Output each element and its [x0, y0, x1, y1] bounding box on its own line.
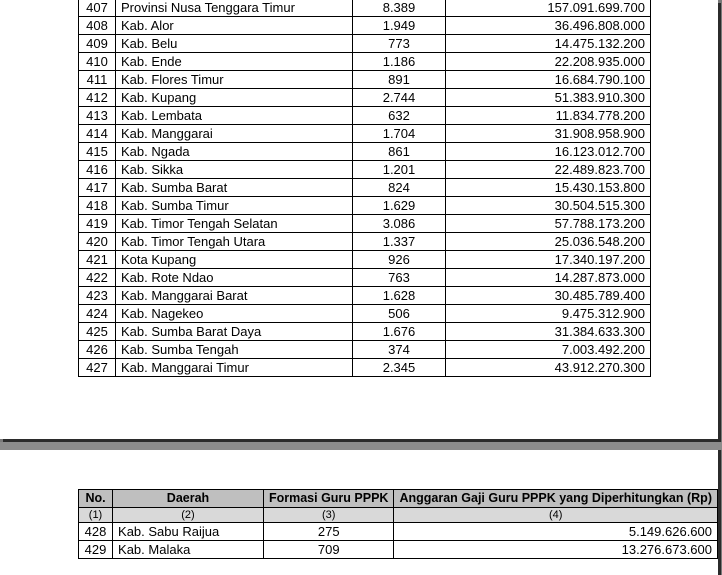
table-row [79, 35, 651, 53]
document-page-bottom [0, 450, 718, 575]
cell-formasi: 773 [353, 35, 446, 53]
allocation-table-bottom [78, 489, 718, 559]
cell-daerah: Kab. Sumba Tengah [116, 341, 353, 359]
cell-no: 421 [79, 251, 116, 269]
cell-daerah: Kab. Sumba Barat Daya [116, 323, 353, 341]
header-anggaran: Anggaran Gaji Guru PPPK yang Diperhitungkan (Rp) [394, 490, 718, 508]
cell-anggaran: 22.489.823.700 [446, 161, 651, 179]
cell-daerah: Kab. Sabu Raijua [113, 523, 264, 541]
cell-formasi: 1.628 [353, 287, 446, 305]
table-header [79, 490, 718, 523]
header-formasi: Formasi Guru PPPK [263, 490, 393, 508]
cell-anggaran: 14.475.132.200 [446, 35, 651, 53]
cell-anggaran: 17.340.197.200 [446, 251, 651, 269]
cell-no: 419 [79, 215, 116, 233]
cell-no: 412 [79, 89, 116, 107]
table-row [79, 0, 651, 17]
table-row [79, 53, 651, 71]
cell-anggaran: 15.430.153.800 [446, 179, 651, 197]
cell-anggaran: 14.287.873.000 [446, 269, 651, 287]
cell-formasi: 374 [353, 341, 446, 359]
table-row [79, 89, 651, 107]
cell-anggaran: 30.485.789.400 [446, 287, 651, 305]
cell-daerah: Kab. Sumba Timur [116, 197, 353, 215]
cell-daerah: Kab. Timor Tengah Selatan [116, 215, 353, 233]
cell-anggaran: 5.149.626.600 [394, 523, 718, 541]
page-separator [0, 442, 722, 450]
table-row [79, 233, 651, 251]
table-row [79, 541, 718, 559]
cell-formasi: 1.337 [353, 233, 446, 251]
cell-anggaran: 25.036.548.200 [446, 233, 651, 251]
cell-no: 426 [79, 341, 116, 359]
cell-no: 418 [79, 197, 116, 215]
table-row [79, 359, 651, 377]
cell-daerah: Kab. Malaka [113, 541, 264, 559]
cell-no: 414 [79, 125, 116, 143]
table-row [79, 143, 651, 161]
header-row [79, 490, 718, 508]
cell-daerah: Kab. Sumba Barat [116, 179, 353, 197]
cell-formasi: 2.744 [353, 89, 446, 107]
cell-daerah: Kab. Manggarai Barat [116, 287, 353, 305]
cell-daerah: Kab. Alor [116, 17, 353, 35]
cell-daerah: Kab. Rote Ndao [116, 269, 353, 287]
table-body [79, 0, 651, 377]
cell-no: 408 [79, 17, 116, 35]
cell-daerah: Kab. Belu [116, 35, 353, 53]
cell-formasi: 8.389 [353, 0, 446, 17]
column-index: (2) [113, 508, 264, 523]
column-index: (1) [79, 508, 113, 523]
cell-formasi: 891 [353, 71, 446, 89]
table-row [79, 197, 651, 215]
cell-no: 423 [79, 287, 116, 305]
cell-formasi: 506 [353, 305, 446, 323]
table-body [79, 523, 718, 559]
cell-formasi: 1.629 [353, 197, 446, 215]
table-row [79, 305, 651, 323]
cell-anggaran: 11.834.778.200 [446, 107, 651, 125]
table-row [79, 179, 651, 197]
cell-no: 422 [79, 269, 116, 287]
cell-daerah: Kab. Lembata [116, 107, 353, 125]
cell-daerah: Kab. Ende [116, 53, 353, 71]
table-row [79, 125, 651, 143]
table-row [79, 523, 718, 541]
cell-formasi: 926 [353, 251, 446, 269]
table-row [79, 17, 651, 35]
cell-no: 416 [79, 161, 116, 179]
cell-formasi: 709 [263, 541, 393, 559]
cell-no: 417 [79, 179, 116, 197]
cell-no: 428 [79, 523, 113, 541]
cell-anggaran: 36.496.808.000 [446, 17, 651, 35]
table-row [79, 251, 651, 269]
cell-formasi: 2.345 [353, 359, 446, 377]
cell-daerah: Kab. Sikka [116, 161, 353, 179]
table-row [79, 341, 651, 359]
cell-no: 410 [79, 53, 116, 71]
cell-daerah: Kab. Manggarai Timur [116, 359, 353, 377]
column-index-row [79, 508, 718, 523]
cell-formasi: 1.676 [353, 323, 446, 341]
cell-no: 425 [79, 323, 116, 341]
cell-no: 424 [79, 305, 116, 323]
cell-anggaran: 57.788.173.200 [446, 215, 651, 233]
cell-formasi: 861 [353, 143, 446, 161]
cell-daerah: Kab. Nagekeo [116, 305, 353, 323]
table-row [79, 269, 651, 287]
cell-formasi: 275 [263, 523, 393, 541]
cell-formasi: 1.949 [353, 17, 446, 35]
cell-anggaran: 31.908.958.900 [446, 125, 651, 143]
cell-anggaran: 7.003.492.200 [446, 341, 651, 359]
cell-formasi: 1.186 [353, 53, 446, 71]
cell-anggaran: 13.276.673.600 [394, 541, 718, 559]
cell-daerah: Kab. Ngada [116, 143, 353, 161]
cell-formasi: 1.201 [353, 161, 446, 179]
table-row [79, 71, 651, 89]
cell-anggaran: 22.208.935.000 [446, 53, 651, 71]
cell-anggaran: 43.912.270.300 [446, 359, 651, 377]
cell-formasi: 824 [353, 179, 446, 197]
cell-no: 413 [79, 107, 116, 125]
cell-formasi: 3.086 [353, 215, 446, 233]
table-row [79, 107, 651, 125]
cell-anggaran: 16.684.790.100 [446, 71, 651, 89]
header-daerah: Daerah [113, 490, 264, 508]
cell-anggaran: 51.383.910.300 [446, 89, 651, 107]
cell-no: 420 [79, 233, 116, 251]
cell-daerah: Kab. Timor Tengah Utara [116, 233, 353, 251]
cell-daerah: Kota Kupang [116, 251, 353, 269]
cell-anggaran: 9.475.312.900 [446, 305, 651, 323]
cell-anggaran: 30.504.515.300 [446, 197, 651, 215]
column-index: (4) [394, 508, 718, 523]
cell-no: 415 [79, 143, 116, 161]
header-no: No. [79, 490, 113, 508]
cell-anggaran: 157.091.699.700 [446, 0, 651, 17]
cell-daerah: Kab. Kupang [116, 89, 353, 107]
cell-daerah: Kab. Manggarai [116, 125, 353, 143]
cell-no: 407 [79, 0, 116, 17]
cell-anggaran: 16.123.012.700 [446, 143, 651, 161]
cell-daerah: Kab. Flores Timur [116, 71, 353, 89]
table-row [79, 287, 651, 305]
column-index: (3) [263, 508, 393, 523]
table-row [79, 323, 651, 341]
cell-no: 427 [79, 359, 116, 377]
table-row [79, 161, 651, 179]
cell-formasi: 1.704 [353, 125, 446, 143]
cell-daerah: Provinsi Nusa Tenggara Timur [116, 0, 353, 17]
table-row [79, 215, 651, 233]
cell-formasi: 632 [353, 107, 446, 125]
cell-formasi: 763 [353, 269, 446, 287]
cell-no: 429 [79, 541, 113, 559]
allocation-table-top [78, 0, 651, 377]
cell-no: 411 [79, 71, 116, 89]
cell-anggaran: 31.384.633.300 [446, 323, 651, 341]
cell-no: 409 [79, 35, 116, 53]
